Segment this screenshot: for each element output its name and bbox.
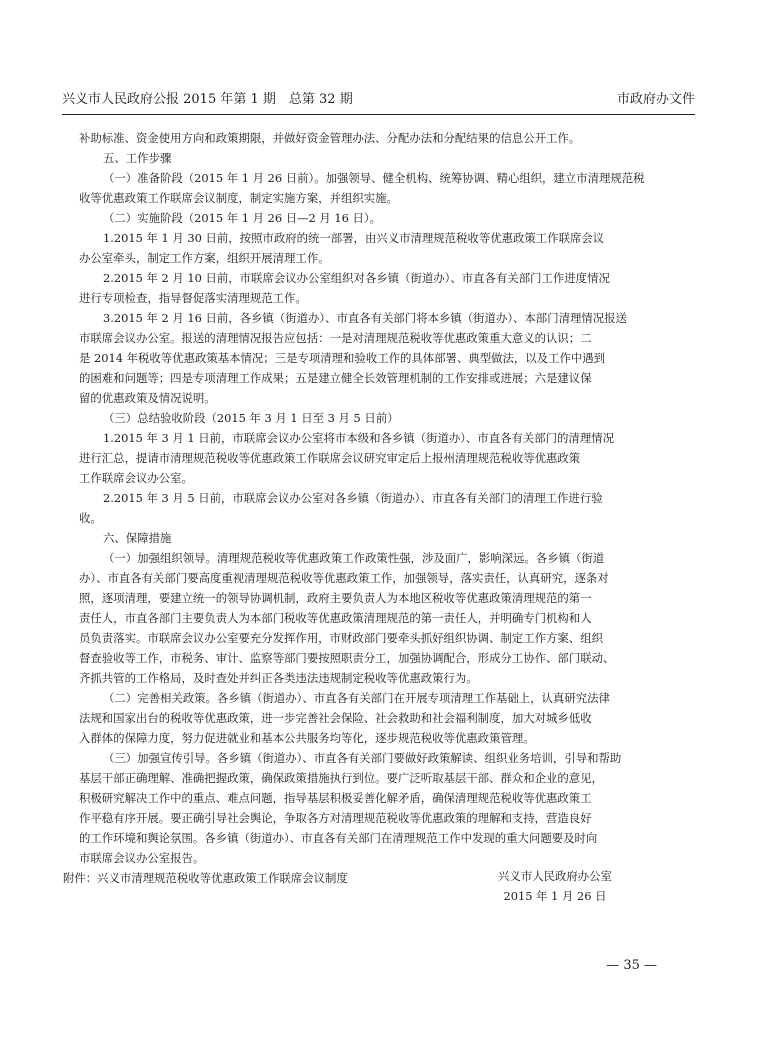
text-line: 积极研究解决工作中的重点、难点问题，指导基层积极妥善化解矛盾，确保清理规范税收等优惠政策工: [79, 791, 592, 805]
text-line: 进行专项检查，指导督促落实清理规范工作。: [79, 291, 307, 305]
text-line: 六、保障措施: [103, 531, 172, 545]
text-line: （三）加强宣传引导。各乡镇（街道办）、市直各有关部门要做好政策解读、组织业务培训，引导和帮助: [103, 751, 622, 765]
text-line: 员负责落实。市联席会议办公室要充分发挥作用，市财政部门要牵头抓好组织协调、制定工作方案、组织: [79, 631, 603, 645]
text-line: （一）加强组织领导。清理规范税收等优惠政策工作政策性强，涉及面广，影响深远。各乡镇（街道: [103, 551, 605, 565]
text-line: 收。: [79, 511, 102, 525]
text-line: 作平稳有序开展。要正确引导社会舆论，争取各方对清理规范税收等优惠政策的理解和支持，营造良好: [79, 811, 592, 825]
text-line: 收等优惠政策工作联席会议制度，制定实施方案，并组织实施。: [79, 191, 398, 205]
text-line: 留的优惠政策及情况说明。: [79, 391, 216, 405]
text-line: 补助标准、资金使用方向和政策期限，并做好资金管理办法、分配办法和分配结果的信息公开工作。: [79, 131, 581, 145]
text-line: 照，逐项清理，要建立统一的领导协调机制，政府主要负责人为本地区税收等优惠政策清理规范的第一: [79, 591, 592, 605]
page-number: — 35 —: [606, 958, 657, 973]
text-line: 办）、市直各有关部门要高度重视清理规范税收等优惠政策工作，加强领导，落实责任，认真研究，逐条对: [79, 571, 609, 585]
text-line: 责任人，市直各部门主要负责人为本部门税收等优惠政策清理规范的第一责任人，并明确专门机构和人: [79, 611, 592, 625]
text-line: 2.2015 年 3 月 5 日前，市联席会议办公室对各乡镇（街道办）、市直各有关部门的清理工作进行验: [103, 491, 603, 505]
text-line: 2.2015 年 2 月 10 日前，市联席会议办公室组织对各乡镇（街道办）、市直各有关部门工作进度情况: [103, 271, 610, 285]
header-rule: [62, 114, 695, 115]
text-line: 1.2015 年 1 月 30 日前，按照市政府的统一部署，由兴义市清理规范税收等优惠政策工作联席会议: [103, 231, 605, 245]
text-line: 齐抓共管的工作格局，及时查处并纠正各类违法违规制定税收等优惠政策行为。: [79, 671, 478, 685]
text-line: 入群体的保障力度，努力促进就业和基本公共服务均等化，逐步规范税收等优惠政策管理。: [79, 731, 535, 745]
signature-org: 兴义市人民政府办公室: [498, 869, 612, 883]
text-line: 市联席会议办公室。报送的清理情况报告应包括：一是对清理规范税收等优惠政策重大意义的认识；二: [79, 331, 592, 345]
text-line: 督查验收等工作，市税务、审计、监察等部门要按照职责分工，加强协调配合，形成分工协作、部门联动、: [79, 651, 615, 665]
text-line: 工作联席会议办公室。: [79, 471, 193, 485]
text-line: 的工作环境和舆论氛围。各乡镇（街道办）、市直各有关部门在清理规范工作中发现的重大问题要及时向: [79, 831, 598, 845]
text-line: 基层干部正确理解、准确把握政策，确保政策措施执行到位。要广泛听取基层干部、群众和企业的意见，: [79, 771, 603, 785]
text-line: 3.2015 年 2 月 16 日前，各乡镇（街道办）、市直各有关部门将本乡镇（街道办）、本部门清理情况报送: [103, 311, 627, 325]
signature-date: 2015 年 1 月 26 日: [503, 889, 607, 903]
text-line: 办公室牵头，制定工作方案，组织开展清理工作。: [79, 251, 330, 265]
text-line: 附件：兴义市清理规范税收等优惠政策工作联席会议制度: [63, 871, 348, 885]
header-publication: 兴义市人民政府公报 2015 年第 1 期 总第 32 期: [62, 92, 353, 107]
text-line: 五、工作步骤: [103, 151, 172, 165]
text-line: （二）实施阶段（2015 年 1 月 26 日—2 月 16 日）。: [103, 211, 381, 225]
text-line: 是 2014 年税收等优惠政策基本情况；三是专项清理和验收工作的具体部署、典型做法，以及工作中遇到: [79, 351, 606, 365]
text-line: （三）总结验收阶段（2015 年 3 月 1 日至 3 月 5 日前）: [103, 411, 399, 425]
text-line: （一）准备阶段（2015 年 1 月 26 日前）。加强领导、健全机构、统筹协调、精心组织，建立市清理规范税: [103, 171, 645, 185]
text-line: 进行汇总，提请市清理规范税收等优惠政策工作联席会议研究审定后上报州清理规范税收等优惠政策: [79, 451, 581, 465]
text-line: 1.2015 年 3 月 1 日前，市联席会议办公室将市本级和各乡镇（街道办）、市直各有关部门的清理情况: [103, 431, 614, 445]
text-line: 法规和国家出台的税收等优惠政策，进一步完善社会保险、社会救助和社会福利制度，加大对城乡低收: [79, 711, 592, 725]
text-line: 的困难和问题等；四是专项清理工作成果；五是建立健全长效管理机制的工作安排或进展；六是建议保: [79, 371, 592, 385]
document-body: [63, 128, 695, 888]
running-header: [62, 92, 695, 108]
text-line: （二）完善相关政策。各乡镇（街道办）、市直各有关部门在开展专项清理工作基础上，认真研究法律: [103, 691, 610, 705]
header-section: 市政府办文件: [616, 92, 695, 107]
text-line: 市联席会议办公室报告。: [79, 851, 205, 865]
